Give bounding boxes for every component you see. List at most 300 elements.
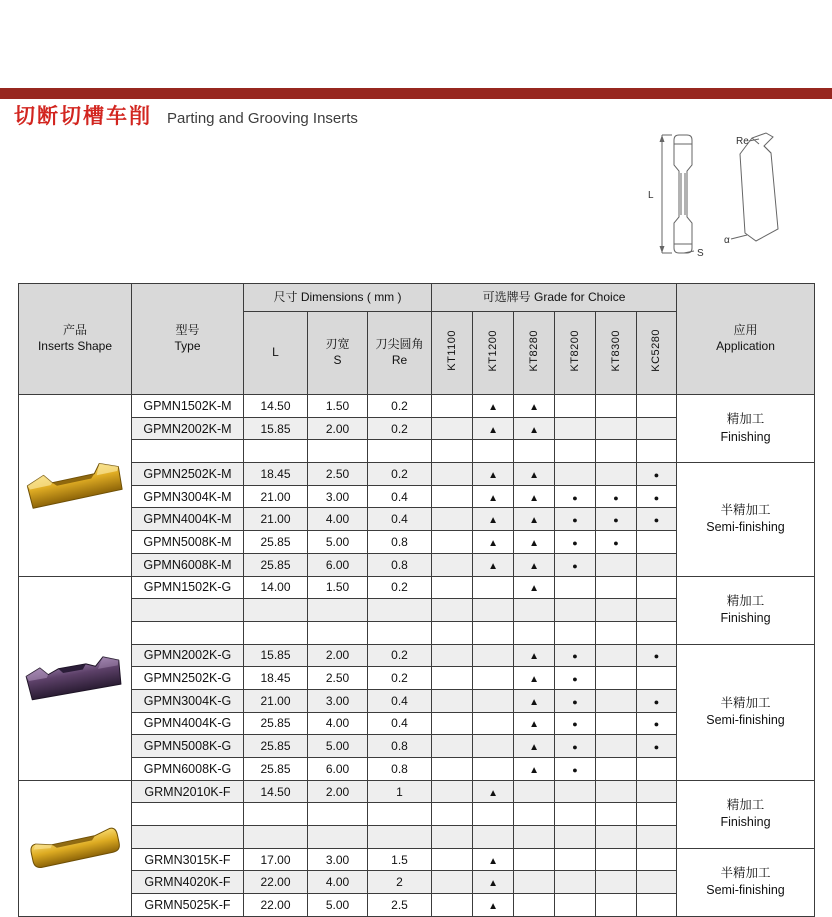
application-zh: 精加工 bbox=[726, 593, 765, 608]
grade-mark-kt8300 bbox=[596, 395, 637, 418]
available-grade-mark: ● bbox=[653, 492, 660, 503]
grade-mark-kt1100 bbox=[432, 621, 473, 644]
col-header-kt8280: KT8280 bbox=[514, 312, 555, 395]
grade-mark-kt8300 bbox=[596, 826, 637, 849]
recommended-grade-mark: ▲ bbox=[529, 537, 539, 549]
grade-mark-kt8280 bbox=[514, 667, 555, 690]
grade-mark-kc5280 bbox=[637, 803, 677, 826]
inserts-table bbox=[18, 283, 815, 917]
dim-s-cell: 6.00 bbox=[308, 553, 368, 576]
available-grade-mark: ● bbox=[572, 764, 578, 775]
type-label bbox=[132, 826, 244, 849]
grade-mark-kc5280 bbox=[637, 599, 677, 622]
recommended-grade-mark: ▲ bbox=[488, 878, 498, 890]
recommended-grade-mark: ▲ bbox=[529, 719, 539, 731]
available-grade-mark: ● bbox=[653, 469, 660, 480]
col-header-dimensions: 尺寸 Dimensions ( mm ) bbox=[244, 284, 432, 312]
recommended-grade-mark: ▲ bbox=[529, 696, 539, 708]
col-header-kc5280: KC5280 bbox=[637, 312, 677, 395]
dim-re-cell: 0.4 bbox=[368, 485, 432, 508]
dim-l-cell bbox=[244, 599, 308, 622]
grade-mark-kt8280 bbox=[514, 689, 555, 712]
type-label bbox=[132, 803, 244, 826]
application-zh: 半精加工 bbox=[720, 865, 771, 880]
grade-mark-kc5280 bbox=[637, 848, 677, 871]
front-view-outline bbox=[674, 135, 692, 253]
recommended-grade-mark: ▲ bbox=[488, 515, 498, 527]
insert-technical-drawing bbox=[628, 124, 813, 266]
grade-mark-kt1100 bbox=[432, 508, 473, 531]
grade-mark-kt8280 bbox=[514, 871, 555, 894]
available-grade-mark: ● bbox=[572, 696, 578, 707]
grade-mark-kt1200 bbox=[473, 463, 514, 486]
col-header-product bbox=[19, 284, 132, 395]
dim-re-cell: 2.5 bbox=[368, 894, 432, 917]
dim-l-cell bbox=[244, 803, 308, 826]
grade-mark-kt1200 bbox=[473, 395, 514, 418]
grade-mark-kt8200 bbox=[555, 848, 596, 871]
grade-mark-kt8300 bbox=[596, 417, 637, 440]
grade-mark-kt8200 bbox=[555, 531, 596, 554]
col-header-s-zh: 刃宽 bbox=[325, 337, 350, 352]
grade-mark-kt8280 bbox=[514, 758, 555, 781]
grade-mark-kt8200 bbox=[555, 485, 596, 508]
page-title bbox=[14, 100, 358, 130]
dim-s-cell: 4.00 bbox=[308, 871, 368, 894]
available-grade-mark: ● bbox=[572, 651, 578, 662]
dim-l-cell: 22.00 bbox=[244, 894, 308, 917]
col-header-type-zh: 型号 bbox=[175, 323, 200, 338]
dim-s-cell bbox=[308, 803, 368, 826]
grade-mark-kt1100 bbox=[432, 644, 473, 667]
grade-mark-kt1100 bbox=[432, 485, 473, 508]
col-header-type-en: Type bbox=[174, 339, 201, 353]
insert-photo-gold-m bbox=[24, 449, 126, 519]
label-corner-radius: Re bbox=[736, 136, 749, 147]
grade-mark-kt1200 bbox=[473, 689, 514, 712]
col-header-kt1100: KT1100 bbox=[432, 312, 473, 395]
grade-mark-kt8200 bbox=[555, 689, 596, 712]
grade-mark-kt1200 bbox=[473, 894, 514, 917]
dim-re-cell: 0.4 bbox=[368, 508, 432, 531]
grade-mark-kt1200 bbox=[473, 826, 514, 849]
grade-mark-kt8200 bbox=[555, 440, 596, 463]
dim-s-cell: 4.00 bbox=[308, 712, 368, 735]
recommended-grade-mark: ▲ bbox=[529, 764, 539, 776]
available-grade-mark: ● bbox=[572, 492, 578, 503]
grade-mark-kt8200 bbox=[555, 803, 596, 826]
recommended-grade-mark: ▲ bbox=[529, 515, 539, 527]
dim-l-cell: 21.00 bbox=[244, 689, 308, 712]
insert-row bbox=[19, 644, 815, 667]
recommended-grade-mark: ▲ bbox=[488, 855, 498, 867]
grade-mark-kt1100 bbox=[432, 735, 473, 758]
dim-l-cell: 14.50 bbox=[244, 780, 308, 803]
dim-s-cell: 3.00 bbox=[308, 485, 368, 508]
col-header-kt8200: KT8200 bbox=[555, 312, 596, 395]
recommended-grade-mark: ▲ bbox=[529, 674, 539, 686]
dim-re-cell: 0.2 bbox=[368, 395, 432, 418]
col-header-application-zh: 应用 bbox=[733, 323, 758, 338]
col-header-application bbox=[677, 284, 815, 395]
grade-mark-kt8200 bbox=[555, 667, 596, 690]
col-header-kt8300: KT8300 bbox=[596, 312, 637, 395]
application-cell bbox=[677, 644, 815, 780]
application-cell bbox=[677, 576, 815, 644]
grade-mark-kt1100 bbox=[432, 531, 473, 554]
insert-row bbox=[19, 780, 815, 803]
grade-mark-kt1200 bbox=[473, 440, 514, 463]
grade-mark-kt8280 bbox=[514, 463, 555, 486]
grade-mark-kt8300 bbox=[596, 463, 637, 486]
grade-mark-kt8200 bbox=[555, 780, 596, 803]
grade-mark-kt1200 bbox=[473, 803, 514, 826]
col-header-kt1200: KT1200 bbox=[473, 312, 514, 395]
dim-l-cell: 15.85 bbox=[244, 644, 308, 667]
dim-l-cell: 15.85 bbox=[244, 417, 308, 440]
dim-s-cell: 2.50 bbox=[308, 667, 368, 690]
application-en: Finishing bbox=[720, 815, 771, 830]
col-header-re-en: Re bbox=[391, 353, 408, 367]
grade-mark-kt1200 bbox=[473, 599, 514, 622]
recommended-grade-mark: ▲ bbox=[529, 469, 539, 481]
insert-row bbox=[19, 395, 815, 418]
label-alpha: α bbox=[724, 235, 730, 246]
grade-mark-kt1200 bbox=[473, 871, 514, 894]
grade-mark-kc5280 bbox=[637, 440, 677, 463]
grade-mark-kc5280 bbox=[637, 395, 677, 418]
grade-mark-kt8200 bbox=[555, 508, 596, 531]
application-en: Semi-finishing bbox=[706, 713, 785, 728]
grade-mark-kt8200 bbox=[555, 894, 596, 917]
dim-l-cell bbox=[244, 440, 308, 463]
dim-re-cell: 1 bbox=[368, 780, 432, 803]
col-header-re-zh: 刀尖圆角 bbox=[375, 337, 424, 352]
insert-row bbox=[19, 848, 815, 871]
dim-re-cell: 0.4 bbox=[368, 712, 432, 735]
grade-mark-kc5280 bbox=[637, 780, 677, 803]
available-grade-mark: ● bbox=[572, 674, 578, 685]
inserts-table-header bbox=[19, 284, 815, 395]
page-title-en: Parting and Grooving Inserts bbox=[167, 110, 358, 127]
dim-l-cell: 25.85 bbox=[244, 712, 308, 735]
insert-photo-gold-f bbox=[27, 814, 123, 880]
grade-mark-kt8200 bbox=[555, 395, 596, 418]
dim-re-cell bbox=[368, 440, 432, 463]
recommended-grade-mark: ▲ bbox=[488, 537, 498, 549]
grade-mark-kc5280 bbox=[637, 463, 677, 486]
dim-s-cell: 6.00 bbox=[308, 758, 368, 781]
grade-mark-kc5280 bbox=[637, 417, 677, 440]
grade-mark-kt1100 bbox=[432, 712, 473, 735]
type-label: GPMN5008K-G bbox=[132, 735, 244, 758]
grade-mark-kt1100 bbox=[432, 417, 473, 440]
grade-mark-kt1200 bbox=[473, 667, 514, 690]
grade-mark-kt8280 bbox=[514, 712, 555, 735]
grade-mark-kt1200 bbox=[473, 712, 514, 735]
grade-mark-kt8280 bbox=[514, 395, 555, 418]
grade-mark-kt8280 bbox=[514, 553, 555, 576]
grade-mark-kt1100 bbox=[432, 667, 473, 690]
grade-mark-kc5280 bbox=[637, 871, 677, 894]
application-cell bbox=[677, 395, 815, 463]
dim-l-cell: 14.50 bbox=[244, 395, 308, 418]
section-divider-bar bbox=[0, 88, 832, 99]
grade-mark-kt8200 bbox=[555, 621, 596, 644]
dim-re-cell: 1.5 bbox=[368, 848, 432, 871]
side-view-outline bbox=[740, 133, 778, 241]
grade-mark-kt8300 bbox=[596, 848, 637, 871]
type-label: GPMN1502K-M bbox=[132, 395, 244, 418]
grade-mark-kc5280 bbox=[637, 826, 677, 849]
grade-mark-kt1100 bbox=[432, 463, 473, 486]
dim-l-cell: 17.00 bbox=[244, 848, 308, 871]
available-grade-mark: ● bbox=[613, 492, 619, 503]
grade-mark-kt1100 bbox=[432, 871, 473, 894]
type-label: GPMN5008K-M bbox=[132, 531, 244, 554]
type-label: GRMN2010K-F bbox=[132, 780, 244, 803]
type-label: GPMN6008K-M bbox=[132, 553, 244, 576]
dim-s-cell bbox=[308, 826, 368, 849]
application-zh: 精加工 bbox=[726, 797, 765, 812]
grade-mark-kt1100 bbox=[432, 553, 473, 576]
recommended-grade-mark: ▲ bbox=[529, 583, 539, 595]
grade-mark-kt8300 bbox=[596, 576, 637, 599]
grade-mark-kt8280 bbox=[514, 826, 555, 849]
dim-re-cell bbox=[368, 599, 432, 622]
grade-mark-kt1100 bbox=[432, 689, 473, 712]
type-label: GRMN3015K-F bbox=[132, 848, 244, 871]
grade-mark-kc5280 bbox=[637, 644, 677, 667]
available-grade-mark: ● bbox=[572, 742, 578, 753]
product-image-gpmn-g bbox=[19, 576, 132, 780]
application-zh: 半精加工 bbox=[720, 502, 771, 517]
dim-re-cell: 0.2 bbox=[368, 417, 432, 440]
available-grade-mark: ● bbox=[572, 537, 578, 548]
available-grade-mark: ● bbox=[653, 696, 660, 707]
dim-s-cell: 4.00 bbox=[308, 508, 368, 531]
grade-mark-kt8280 bbox=[514, 621, 555, 644]
label-length: L bbox=[648, 190, 654, 201]
dim-s-cell bbox=[308, 621, 368, 644]
recommended-grade-mark: ▲ bbox=[529, 401, 539, 413]
type-label: GPMN6008K-G bbox=[132, 758, 244, 781]
available-grade-mark: ● bbox=[572, 515, 578, 526]
col-header-application-en: Application bbox=[716, 339, 775, 353]
dim-s-cell: 3.00 bbox=[308, 689, 368, 712]
grade-mark-kt8200 bbox=[555, 644, 596, 667]
grade-mark-kt1100 bbox=[432, 803, 473, 826]
grade-mark-kt1200 bbox=[473, 553, 514, 576]
recommended-grade-mark: ▲ bbox=[529, 560, 539, 572]
grade-mark-kt1200 bbox=[473, 485, 514, 508]
grade-mark-kt1200 bbox=[473, 508, 514, 531]
recommended-grade-mark: ▲ bbox=[488, 900, 498, 912]
type-label: GPMN2502K-G bbox=[132, 667, 244, 690]
grade-mark-kt8300 bbox=[596, 553, 637, 576]
grade-mark-kt1100 bbox=[432, 440, 473, 463]
grade-mark-kt8280 bbox=[514, 531, 555, 554]
grade-mark-kt8200 bbox=[555, 599, 596, 622]
dim-re-cell bbox=[368, 803, 432, 826]
grade-mark-kt8300 bbox=[596, 871, 637, 894]
recommended-grade-mark: ▲ bbox=[488, 424, 498, 436]
grade-mark-kt1100 bbox=[432, 599, 473, 622]
recommended-grade-mark: ▲ bbox=[488, 401, 498, 413]
available-grade-mark: ● bbox=[572, 560, 578, 571]
dim-s-cell: 1.50 bbox=[308, 395, 368, 418]
grade-mark-kt8280 bbox=[514, 508, 555, 531]
dim-l-cell: 18.45 bbox=[244, 667, 308, 690]
grade-mark-kt1200 bbox=[473, 758, 514, 781]
dim-l-cell: 21.00 bbox=[244, 485, 308, 508]
type-label bbox=[132, 621, 244, 644]
type-label: GPMN1502K-G bbox=[132, 576, 244, 599]
recommended-grade-mark: ▲ bbox=[488, 787, 498, 799]
type-label bbox=[132, 440, 244, 463]
type-label: GPMN4004K-G bbox=[132, 712, 244, 735]
grade-mark-kt8200 bbox=[555, 735, 596, 758]
grade-mark-kt8300 bbox=[596, 894, 637, 917]
page-title-zh: 切断切槽车削 bbox=[14, 105, 152, 128]
grade-mark-kt8200 bbox=[555, 826, 596, 849]
dim-l-cell: 25.85 bbox=[244, 553, 308, 576]
grade-mark-kt8300 bbox=[596, 508, 637, 531]
recommended-grade-mark: ▲ bbox=[529, 424, 539, 436]
dim-re-cell: 0.8 bbox=[368, 758, 432, 781]
dim-l-cell: 25.85 bbox=[244, 735, 308, 758]
dim-s-cell: 2.00 bbox=[308, 644, 368, 667]
grade-mark-kt8280 bbox=[514, 644, 555, 667]
insert-row bbox=[19, 463, 815, 486]
grade-mark-kt1200 bbox=[473, 531, 514, 554]
grade-mark-kc5280 bbox=[637, 621, 677, 644]
grade-mark-kt8200 bbox=[555, 712, 596, 735]
grade-mark-kt8300 bbox=[596, 780, 637, 803]
type-label: GPMN3004K-M bbox=[132, 485, 244, 508]
insert-photo-purple-g bbox=[22, 640, 128, 714]
type-label: GPMN2002K-G bbox=[132, 644, 244, 667]
col-header-re bbox=[368, 312, 432, 395]
grade-mark-kt1100 bbox=[432, 894, 473, 917]
label-width: S bbox=[697, 248, 704, 259]
dim-re-cell: 0.4 bbox=[368, 689, 432, 712]
dim-l-cell: 18.45 bbox=[244, 463, 308, 486]
grade-mark-kc5280 bbox=[637, 667, 677, 690]
grade-mark-kt1200 bbox=[473, 848, 514, 871]
dim-l-cell bbox=[244, 621, 308, 644]
grade-mark-kt8300 bbox=[596, 440, 637, 463]
application-zh: 精加工 bbox=[726, 412, 765, 427]
recommended-grade-mark: ▲ bbox=[488, 560, 498, 572]
product-image-gpmn-m bbox=[19, 395, 132, 577]
dim-s-cell bbox=[308, 599, 368, 622]
grade-mark-kt8300 bbox=[596, 758, 637, 781]
grade-mark-kt8200 bbox=[555, 758, 596, 781]
grade-mark-kt1200 bbox=[473, 780, 514, 803]
grade-mark-kt8280 bbox=[514, 735, 555, 758]
grade-mark-kt8280 bbox=[514, 894, 555, 917]
insert-row bbox=[19, 576, 815, 599]
col-header-s bbox=[308, 312, 368, 395]
available-grade-mark: ● bbox=[653, 719, 660, 730]
grade-mark-kc5280 bbox=[637, 531, 677, 554]
dim-re-cell: 0.2 bbox=[368, 644, 432, 667]
available-grade-mark: ● bbox=[653, 742, 660, 753]
grade-mark-kt8300 bbox=[596, 644, 637, 667]
dim-re-cell bbox=[368, 621, 432, 644]
grade-mark-kt8280 bbox=[514, 440, 555, 463]
type-label: GPMN3004K-G bbox=[132, 689, 244, 712]
dim-l-cell: 21.00 bbox=[244, 508, 308, 531]
dim-s-cell: 5.00 bbox=[308, 735, 368, 758]
grade-mark-kt8300 bbox=[596, 485, 637, 508]
available-grade-mark: ● bbox=[653, 651, 660, 662]
dim-s-cell: 2.50 bbox=[308, 463, 368, 486]
dim-re-cell: 0.8 bbox=[368, 553, 432, 576]
grade-mark-kt1100 bbox=[432, 758, 473, 781]
grade-mark-kt8200 bbox=[555, 576, 596, 599]
dim-s-cell: 2.00 bbox=[308, 780, 368, 803]
type-label: GPMN2002K-M bbox=[132, 417, 244, 440]
grade-mark-kt8200 bbox=[555, 553, 596, 576]
dim-re-cell: 0.2 bbox=[368, 463, 432, 486]
grade-mark-kt8300 bbox=[596, 803, 637, 826]
recommended-grade-mark: ▲ bbox=[529, 492, 539, 504]
grade-mark-kt8280 bbox=[514, 599, 555, 622]
dim-re-cell bbox=[368, 826, 432, 849]
application-en: Finishing bbox=[720, 429, 771, 444]
grade-mark-kt8300 bbox=[596, 599, 637, 622]
grade-mark-kc5280 bbox=[637, 894, 677, 917]
col-header-type bbox=[132, 284, 244, 395]
grade-mark-kt1200 bbox=[473, 735, 514, 758]
grade-mark-kt8200 bbox=[555, 417, 596, 440]
dim-re-cell: 0.8 bbox=[368, 531, 432, 554]
application-cell bbox=[677, 848, 815, 916]
application-en: Semi-finishing bbox=[706, 520, 785, 535]
dim-s-cell: 3.00 bbox=[308, 848, 368, 871]
recommended-grade-mark: ▲ bbox=[488, 469, 498, 481]
recommended-grade-mark: ▲ bbox=[529, 651, 539, 663]
grade-mark-kt8200 bbox=[555, 871, 596, 894]
type-label: GPMN2502K-M bbox=[132, 463, 244, 486]
grade-mark-kc5280 bbox=[637, 735, 677, 758]
grade-mark-kt1100 bbox=[432, 780, 473, 803]
application-cell bbox=[677, 780, 815, 848]
col-header-grade: 可选牌号 Grade for Choice bbox=[432, 284, 677, 312]
dim-re-cell: 0.8 bbox=[368, 735, 432, 758]
grade-mark-kc5280 bbox=[637, 689, 677, 712]
col-header-s-en: S bbox=[333, 353, 342, 367]
grade-mark-kt8280 bbox=[514, 803, 555, 826]
dim-l-cell: 25.85 bbox=[244, 531, 308, 554]
application-cell bbox=[677, 463, 815, 576]
grade-mark-kt1200 bbox=[473, 644, 514, 667]
dim-re-cell: 0.2 bbox=[368, 576, 432, 599]
grade-mark-kt1200 bbox=[473, 576, 514, 599]
dim-l-cell: 14.00 bbox=[244, 576, 308, 599]
grade-mark-kt1200 bbox=[473, 621, 514, 644]
type-label: GRMN4020K-F bbox=[132, 871, 244, 894]
dim-re-cell: 2 bbox=[368, 871, 432, 894]
grade-mark-kt8300 bbox=[596, 621, 637, 644]
available-grade-mark: ● bbox=[653, 515, 660, 526]
grade-mark-kt1100 bbox=[432, 576, 473, 599]
grade-mark-kt1100 bbox=[432, 826, 473, 849]
grade-mark-kc5280 bbox=[637, 758, 677, 781]
col-header-product-en: Inserts Shape bbox=[37, 339, 113, 353]
